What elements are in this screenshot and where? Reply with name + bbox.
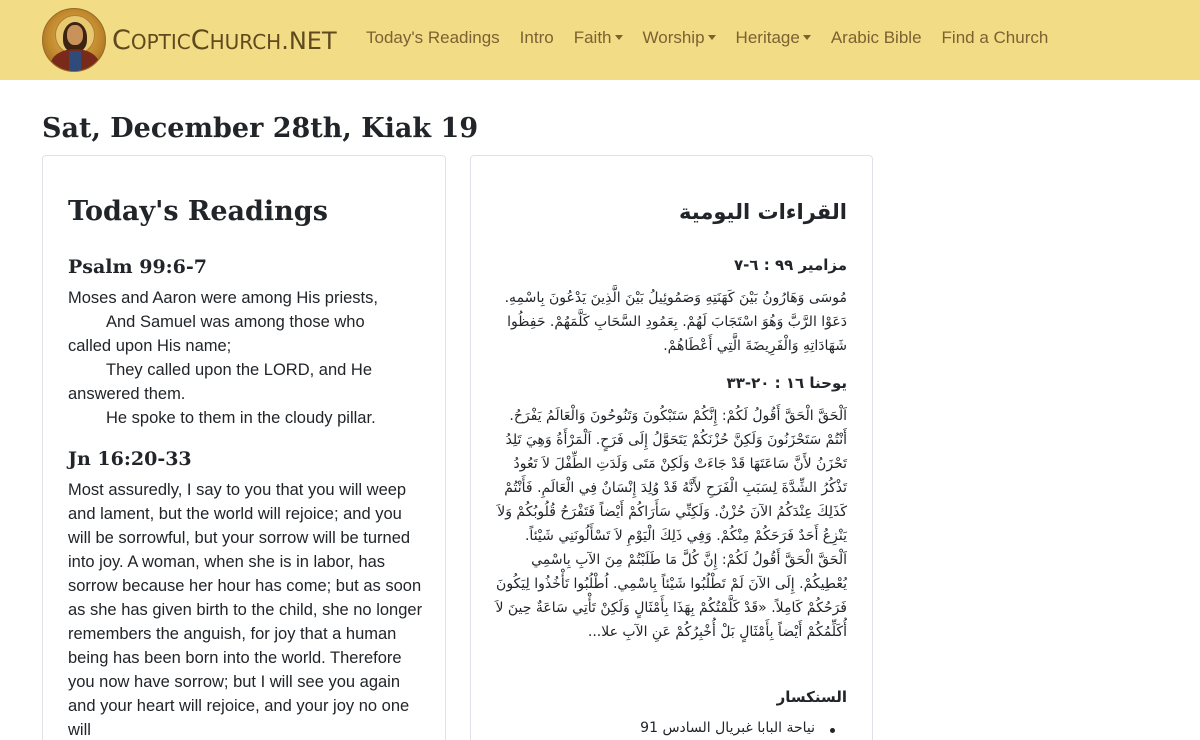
brand-text-hurch: HURCH [209,29,282,54]
english-card-title: Today's Readings [68,196,328,227]
logo-robe-center [69,51,81,72]
logo-face [67,25,83,45]
gospel-text: Most assuredly, I say to you that you will weep and lament, but the world will rejoice; and you will be sorrowful, but your sorrow will be turned into joy. A woman, when she is in labor, has sorrow because her hour has come; but as soon as she has given birth to the child, she no longer remembers the anguish, for joy that a human being has been born into the world. Therefore you now have sorrow; but I will see you again and your heart will rejoice, and your joy no one will [68,481,423,739]
brand-text-optic: OPTIC [130,29,191,54]
top-navbar [0,0,1200,80]
arabic-gospel-text: اَلْحَقَّ الْحَقَّ أَقُولُ لَكُمْ: إِنَّكُمْ سَتَبْكُونَ وَتَنُوحُونَ وَالْعَالَمُ يَفْرَحُ. أَنْتُمْ سَتَحْزَنُونَ وَلَكِنَّ حُزْنَكُمْ يَتَحَوَّلُ إِلَى فَرَحٍ. اَلْمَرْأَةُ وَهِيَ تَلِدُ تَحْزَنُ لأَنَّ سَاعَتَهَا قَدْ جَاءَتْ وَلَكِنْ مَتَى وَلَدَتِ الطِّفْلَ لاَ تَعُودُ تَذْكُرُ الشِّدَّةَ لِسَبَبِ الْفَرَحِ لأَنَّهُ قَدْ وُلِدَ إِنْسَانٌ فِي الْعَالَمِ. فَأَنْتُمْ كَذَلِكَ عِنْدَكُمُ الآنَ حُزْنٌ. وَلَكِنِّي سَأَرَاكُمْ أَيْضاً فَتَفْرَحُ قُلُوبُكُمْ وَلاَ يَنْزِعُ أَحَدٌ فَرَحَكُمْ مِنْكُمْ. وَفِي ذَلِكَ الْيَوْمِ لاَ تَسْأَلُونَنِي شَيْئاً. اَلْحَقَّ الْحَقَّ أَقُولُ لَكُمْ: إِنَّ كُلَّ مَا طَلَبْتُمْ مِنَ الآبِ بِاسْمِي يُعْطِيكُمْ. إِلَى الآنَ لَمْ تَطْلُبُوا شَيْئاً بِاسْمِي. اُطْلُبُوا تَأْخُذُوا لِيَكُونَ فَرَحُكُمْ كَامِلاً. «قَدْ كَلَّمْتُكُمْ بِهَذَا بِأَمْثَالٍ وَلَكِنْ تَأْتِي سَاعَةٌ حِينَ لاَ أُكَلِّمُكُمْ أَيْضاً بِأَمْثَالٍ بَلْ أُخْبِرُكُمْ عَنِ الآبِ علا... [495,408,847,640]
nav-heritage-dropdown[interactable] [736,28,811,48]
gospel-reference: Jn 16:20-33 [68,448,192,470]
nav-label: Intro [519,28,554,47]
psalm-line: And Samuel was among those who [106,313,365,331]
caret-down-icon [615,35,623,40]
nav-label: Arabic Bible [830,28,922,47]
nav-intro[interactable] [520,28,554,48]
psalm-line: They called upon the LORD, and He [106,361,372,379]
nav-label: Find a Church [941,28,1049,47]
brand-letter-c2: C [190,24,210,56]
synaxarium-item[interactable] [495,720,847,736]
nav-faith-dropdown[interactable] [574,28,623,48]
nav-todays-readings[interactable] [366,28,500,48]
arabic-psalm-text: مُوسَى وَهَارُونُ بَيْنَ كَهَنَتِهِ وَصَمُوئِيلُ بَيْنَ الَّذِينَ يَدْعُونَ بِاسْمِهِ. دَعَوْا الرَّبَّ وَهُوَ اسْتَجَابَ لَهُمْ. بِعَمُودِ السَّحَابِ كَلَّمَهُمْ. حَفِظُوا شَهَادَاتِهِ وَالْفَرِيضَةَ الَّتِي أَعْطَاهُمْ. [504,290,847,354]
main-nav [356,28,1058,48]
arabic-psalm-reference: مزامير ٩٩ : ٦-٧ [733,256,847,274]
synaxarium-label: السنكسار [776,688,847,706]
brand-suffix: .NET [281,26,337,55]
synaxarium-item-text: نياحة البابا غبريال السادس 91 [640,720,815,736]
psalm-line: Moses and Aaron were among His priests, [68,289,378,307]
brand-link[interactable] [42,8,337,72]
english-readings-card [42,155,446,740]
brand-letter-c1: C [112,24,131,56]
caret-down-icon [803,35,811,40]
psalm-line: called upon His name; [68,337,232,355]
nav-label: Worship [642,28,705,47]
psalm-line: He spoke to them in the cloudy pillar. [106,409,376,427]
nav-find-a-church[interactable] [942,28,1049,48]
arabic-gospel-reference: يوحنا ١٦ : ٢٠-٣٣ [726,374,847,392]
psalm-reference: Psalm 99:6-7 [68,256,208,278]
arabic-card-title: القراءات اليومية [679,200,847,224]
nav-arabic-bible[interactable] [831,28,922,48]
arabic-readings-card [470,155,873,740]
nav-label: Heritage [735,28,800,47]
nav-worship-dropdown[interactable] [643,28,716,48]
bullet-icon [830,728,835,733]
page-date-title: Sat, December 28th, Kiak 19 [42,113,479,144]
caret-down-icon [708,35,716,40]
nav-label: Faith [573,28,612,47]
christ-logo-icon[interactable] [42,8,106,72]
synaxarium-list [495,720,847,736]
nav-label: Today's Readings [366,28,500,47]
psalm-text [68,286,428,430]
brand-name[interactable] [112,25,337,56]
psalm-line: answered them. [68,385,186,403]
